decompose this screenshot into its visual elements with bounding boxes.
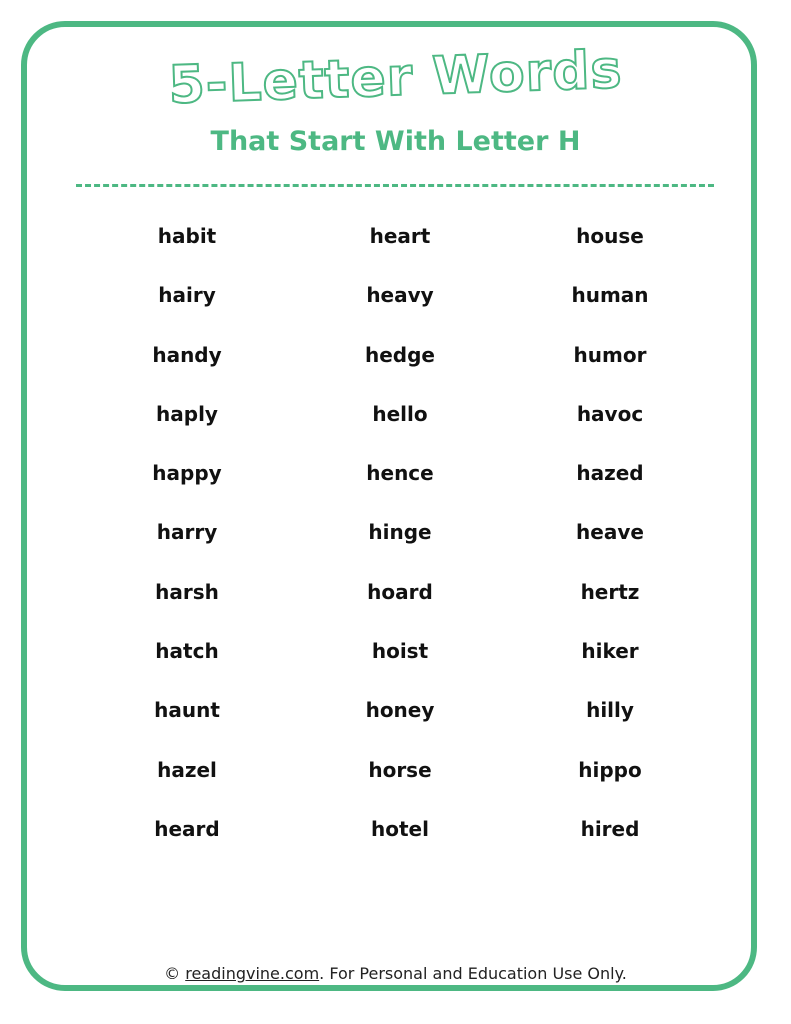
page-title: 5-Letter Words [167, 40, 624, 116]
usage-notice: . For Personal and Education Use Only. [319, 964, 627, 983]
word-item: hilly [586, 698, 634, 723]
word-item: heard [154, 816, 220, 841]
word-item: humor [573, 342, 647, 367]
word-item: hinge [368, 520, 432, 545]
word-item: house [576, 224, 644, 248]
word-item: hoard [367, 579, 433, 604]
word-item: harsh [155, 579, 219, 604]
copyright-symbol: © [164, 964, 181, 983]
word-item: heavy [366, 283, 434, 308]
word-item: hence [366, 461, 434, 486]
word-item: havoc [576, 401, 644, 426]
word-item: hoist [371, 639, 429, 664]
word-item: hertz [580, 579, 640, 604]
word-item: hippo [578, 757, 642, 782]
word-item: haunt [154, 698, 220, 723]
word-item: hazed [576, 461, 644, 486]
page-subtitle: That Start With Letter H [210, 126, 581, 157]
word-item: hotel [371, 816, 429, 841]
word-item: horse [368, 757, 432, 782]
word-item: hatch [155, 639, 219, 664]
word-list [82, 222, 712, 874]
word-item: hiker [581, 639, 639, 664]
word-item: happy [152, 461, 222, 486]
word-item: hired [580, 816, 640, 841]
footer [0, 964, 791, 983]
word-item: harry [156, 520, 218, 545]
word-item: haply [156, 401, 218, 426]
word-item: heave [576, 520, 644, 545]
word-item: hedge [365, 342, 435, 367]
word-item: hello [372, 401, 428, 426]
site-link[interactable]: readingvine.com [185, 964, 320, 983]
word-item: hairy [158, 283, 216, 308]
word-item: hazel [157, 757, 217, 782]
word-item: human [571, 283, 649, 308]
word-item: habit [157, 224, 217, 248]
word-item: honey [365, 698, 435, 723]
dashed-divider [76, 184, 714, 187]
word-item: handy [152, 342, 222, 367]
word-item: heart [369, 224, 431, 248]
